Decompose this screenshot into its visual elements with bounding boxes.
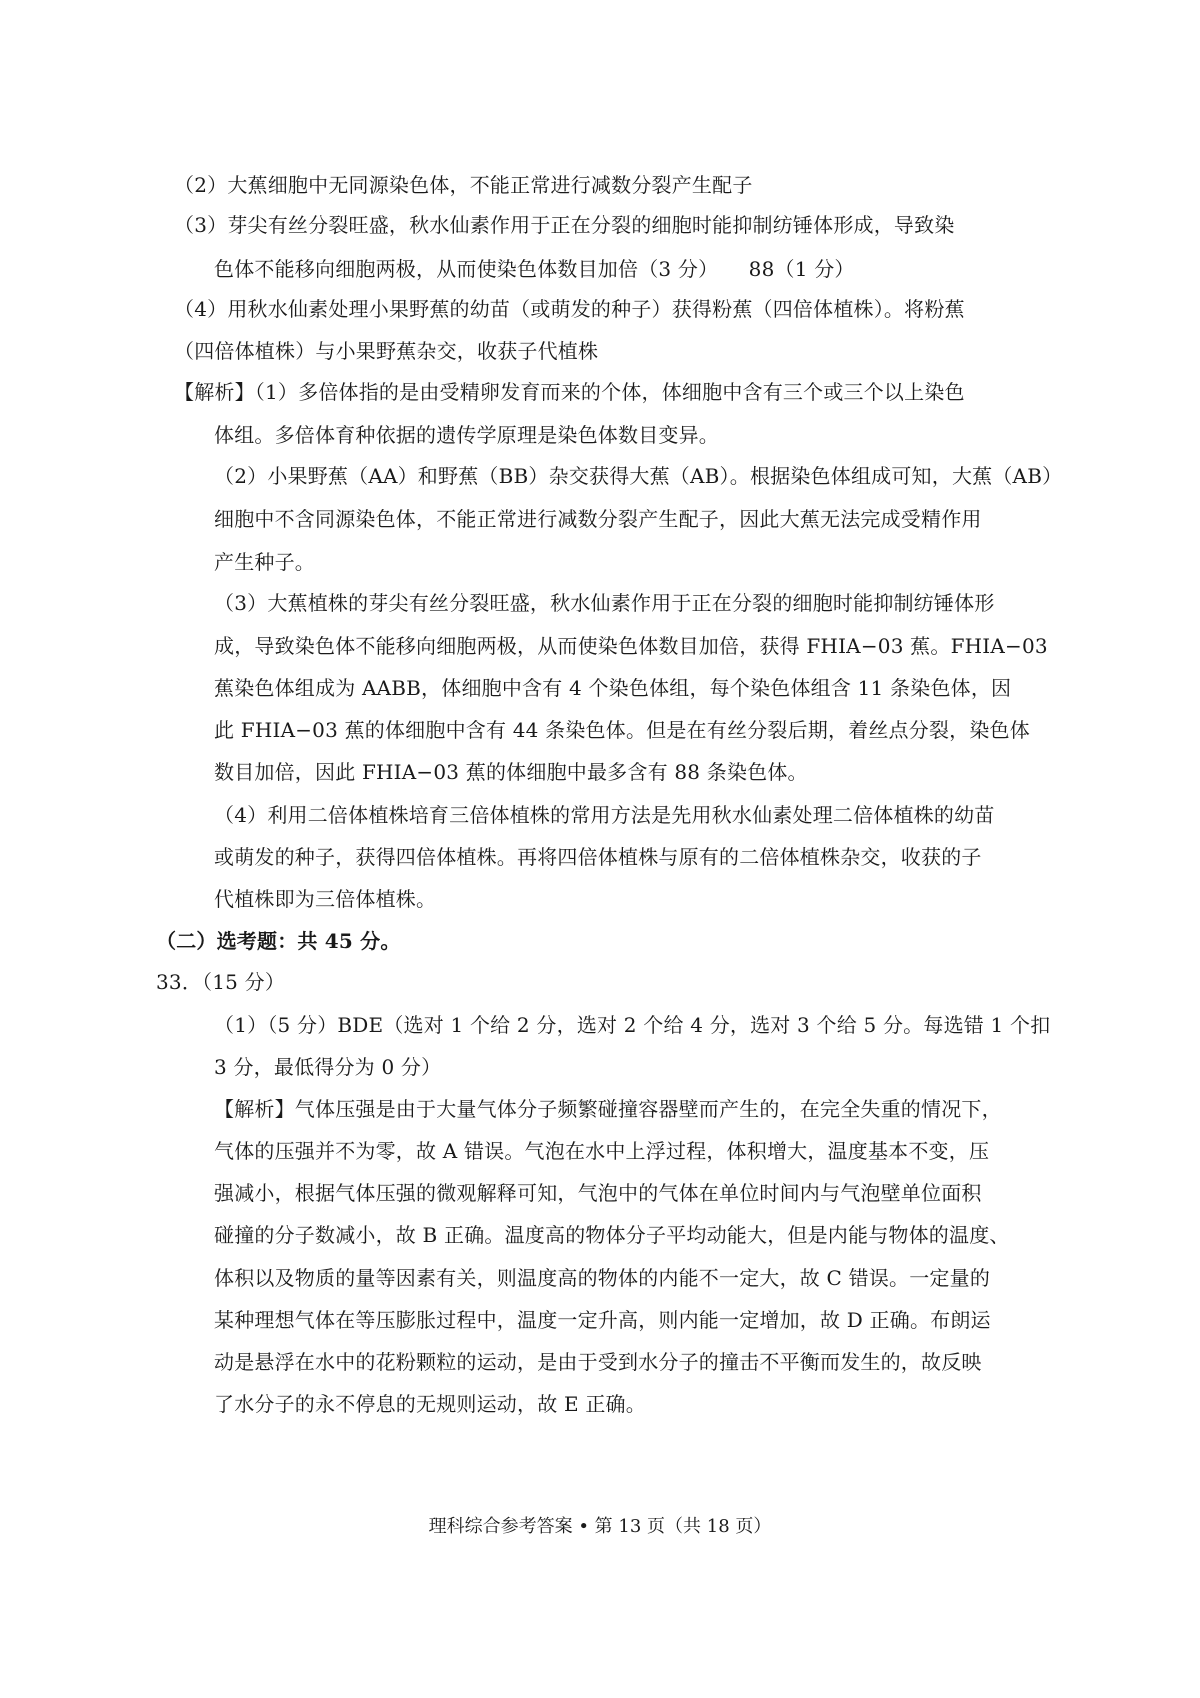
- analysis-3-line1: （3）大蕉植株的芽尖有丝分裂旺盛，秋水仙素作用于正在分裂的细胞时能抑制纺锤体形: [214, 591, 995, 615]
- answer-4-line1: （4）用秋水仙素处理小果野蕉的幼苗（或萌发的种子）获得粉蕉（四倍体植株）。将粉蕉: [174, 297, 965, 321]
- q33-analysis-line2: 气体的压强并不为零，故 A 错误。气泡在水中上浮过程，体积增大，温度基本不变，压: [214, 1139, 990, 1163]
- q33-answer-line1: （1）（5 分）BDE（选对 1 个给 2 分，选对 2 个给 4 分，选对 3 个给 5 分。每选错 1 个扣: [214, 1013, 1051, 1037]
- analysis-3-line2: 成，导致染色体不能移向细胞两极，从而使染色体数目加倍，获得 FHIA−03 蕉。FHIA−03: [214, 634, 1048, 658]
- analysis-3-line3: 蕉染色体组成为 AABB，体细胞中含有 4 个染色体组，每个染色体组含 11 条染色体，因: [214, 676, 1012, 700]
- section-heading: （二）选考题：共 45 分。: [156, 929, 401, 953]
- answer-3-line1: （3）芽尖有丝分裂旺盛，秋水仙素作用于正在分裂的细胞时能抑制纺锤体形成，导致染: [174, 213, 955, 237]
- answer-3-line2: 色体不能移向细胞两极，从而使染色体数目加倍（3 分） 88（1 分）: [214, 257, 855, 281]
- q33-analysis-line6: 某种理想气体在等压膨胀过程中，温度一定升高，则内能一定增加，故 D 正确。布朗运: [214, 1308, 991, 1332]
- analysis-1-line1: 【解析】（1）多倍体指的是由受精卵发育而来的个体，体细胞中含有三个或三个以上染色: [174, 380, 965, 404]
- analysis-4-line1: （4）利用二倍体植株培育三倍体植株的常用方法是先用秋水仙素处理二倍体植株的幼苗: [214, 803, 995, 827]
- q33-analysis-line8: 了水分子的永不停息的无规则运动，故 E 正确。: [214, 1392, 646, 1416]
- q33-analysis-line1: 【解析】气体压强是由于大量气体分子频繁碰撞容器壁而产生的，在完全失重的情况下，: [214, 1097, 1002, 1121]
- answer-2: （2）大蕉细胞中无同源染色体，不能正常进行减数分裂产生配子: [174, 173, 753, 197]
- analysis-2-line1: （2）小果野蕉（AA）和野蕉（BB）杂交获得大蕉（AB）。根据染色体组成可知，大蕉（AB）: [214, 464, 1063, 488]
- answer-4-line2: （四倍体植株）与小果野蕉杂交，收获子代植株: [174, 339, 599, 363]
- q33-analysis-line5: 体积以及物质的量等因素有关，则温度高的物体的内能不一定大，故 C 错误。一定量的: [214, 1266, 991, 1290]
- analysis-4-line3: 代植株即为三倍体植株。: [214, 887, 437, 911]
- q33-analysis-line3: 强减小，根据气体压强的微观解释可知，气泡中的气体在单位时间内与气泡壁单位面积: [214, 1181, 982, 1205]
- q33-analysis-line7: 动是悬浮在水中的花粉颗粒的运动，是由于受到水分子的撞击不平衡而发生的，故反映: [214, 1350, 982, 1374]
- analysis-4-line2: 或萌发的种子，获得四倍体植株。再将四倍体植株与原有的二倍体植株杂交，收获的子: [214, 845, 982, 869]
- q33-answer-line2: 3 分，最低得分为 0 分）: [214, 1055, 442, 1079]
- page-footer: 理科综合参考答案 • 第 13 页（共 18 页）: [428, 1516, 772, 1537]
- q33-analysis-line4: 碰撞的分子数减小，故 B 正确。温度高的物体分子平均动能大，但是内能与物体的温度、: [214, 1223, 1010, 1247]
- analysis-2-line2: 细胞中不含同源染色体，不能正常进行减数分裂产生配子，因此大蕉无法完成受精作用: [214, 507, 982, 531]
- analysis-1-line2: 体组。多倍体育种依据的遗传学原理是染色体数目变异。: [214, 423, 719, 447]
- question-33: 33．（15 分）: [156, 970, 286, 994]
- analysis-3-line4: 此 FHIA−03 蕉的体细胞中含有 44 条染色体。但是在有丝分裂后期，着丝点分裂，染色体: [214, 718, 1030, 742]
- analysis-3-line5: 数目加倍，因此 FHIA−03 蕉的体细胞中最多含有 88 条染色体。: [214, 760, 808, 784]
- analysis-2-line3: 产生种子。: [214, 550, 315, 574]
